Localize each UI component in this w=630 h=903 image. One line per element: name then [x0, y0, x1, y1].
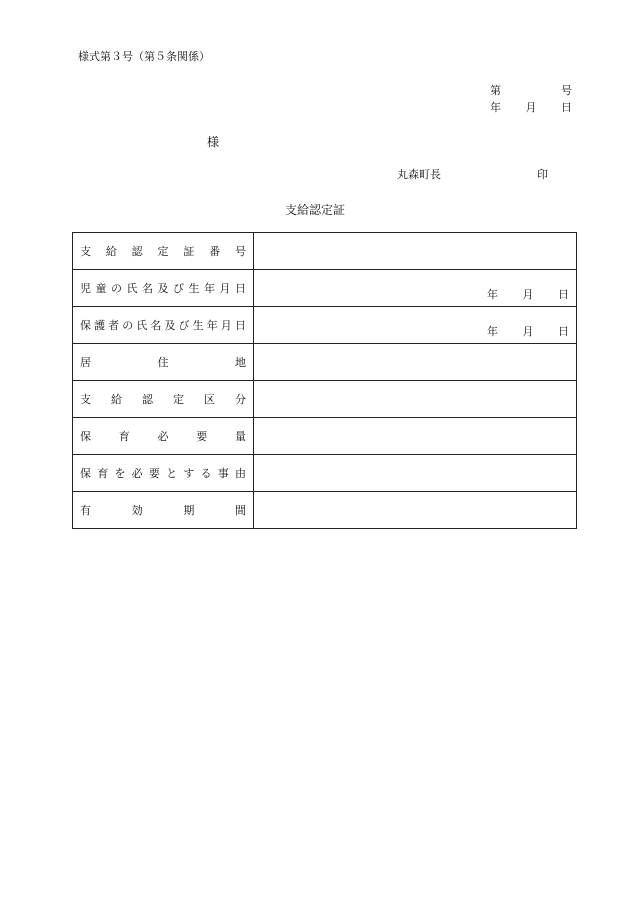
- certificate-table: [72, 232, 577, 529]
- row-label-cell: [73, 307, 254, 344]
- label-char: 給: [105, 245, 117, 258]
- label-char: 児: [80, 282, 91, 295]
- label-char: 者: [108, 319, 120, 332]
- row-value-cell[interactable]: [254, 270, 577, 307]
- issue-date-month: 月: [525, 101, 537, 114]
- label-char: 保: [80, 467, 91, 480]
- label-char: 由: [234, 467, 246, 480]
- row-label-cell: [73, 344, 254, 381]
- row-value-cell[interactable]: [254, 492, 577, 529]
- row-label-cell: [73, 270, 254, 307]
- table-row: [73, 381, 577, 418]
- birth-date-year: 年: [487, 325, 498, 338]
- document-title: 支給認定証: [284, 203, 345, 217]
- label-char: 護: [94, 319, 106, 332]
- birth-date-fields: [487, 286, 569, 302]
- row-value-cell[interactable]: [254, 418, 577, 455]
- birth-date-year: 年: [487, 288, 498, 301]
- label-char: 日: [234, 319, 246, 332]
- number-suffix: 号: [561, 84, 572, 97]
- birth-date-month: 月: [522, 325, 534, 338]
- label-char: 認: [131, 245, 143, 258]
- addressee-suffix: 様: [207, 135, 220, 149]
- label-char: 要: [196, 430, 208, 443]
- label-char: 支: [80, 245, 91, 258]
- label-char: の: [122, 319, 134, 332]
- label-char: 月: [219, 282, 231, 295]
- issue-date-year: 年: [490, 101, 501, 114]
- label-char: 認: [142, 393, 153, 406]
- label-char: 居: [80, 356, 91, 369]
- row-label: [73, 465, 253, 481]
- label-char: 氏: [126, 282, 138, 295]
- label-char: 年: [204, 282, 215, 295]
- label-char: 名: [142, 282, 153, 295]
- label-char: 育: [97, 467, 109, 480]
- row-value-cell[interactable]: [254, 344, 577, 381]
- label-char: 保: [80, 319, 91, 332]
- birth-date-month: 月: [522, 288, 534, 301]
- label-char: 必: [157, 430, 169, 443]
- label-char: 効: [131, 504, 143, 517]
- label-char: を: [114, 467, 126, 480]
- document-number-block: [490, 82, 572, 116]
- label-char: 地: [235, 356, 246, 369]
- row-label: [73, 243, 253, 259]
- row-value-cell[interactable]: [254, 233, 577, 270]
- label-char: び: [178, 319, 190, 332]
- label-char: 年: [206, 319, 218, 332]
- table-row: [73, 344, 577, 381]
- label-char: の: [111, 282, 122, 295]
- table-row: [73, 455, 577, 492]
- table-row: [73, 492, 577, 529]
- label-char: 給: [111, 393, 122, 406]
- label-char: 生: [192, 319, 204, 332]
- label-char: る: [200, 467, 212, 480]
- birth-date-day: 日: [558, 325, 569, 338]
- row-label-cell: [73, 418, 254, 455]
- row-label-cell: [73, 381, 254, 418]
- label-char: 及: [164, 319, 176, 332]
- label-char: 日: [235, 282, 246, 295]
- row-label-cell: [73, 233, 254, 270]
- table-row: [73, 418, 577, 455]
- label-char: 育: [118, 430, 130, 443]
- label-char: 月: [220, 319, 232, 332]
- label-char: 住: [157, 356, 169, 369]
- label-char: 期: [183, 504, 195, 517]
- row-label: [73, 280, 253, 296]
- label-char: 号: [234, 245, 246, 258]
- label-char: 氏: [136, 319, 148, 332]
- label-char: 必: [131, 467, 143, 480]
- row-value-cell[interactable]: [254, 455, 577, 492]
- table-row: [73, 307, 577, 344]
- label-char: び: [173, 282, 184, 295]
- label-char: 要: [148, 467, 160, 480]
- label-char: 事: [217, 467, 229, 480]
- label-char: 生: [188, 282, 200, 295]
- form-number-label: 様式第３号（第５条関係）: [78, 50, 210, 63]
- label-char: 童: [95, 282, 107, 295]
- number-prefix: 第: [490, 84, 501, 97]
- label-char: 量: [235, 430, 246, 443]
- table-row: [73, 270, 577, 307]
- label-char: 定: [173, 393, 184, 406]
- row-value-cell[interactable]: [254, 307, 577, 344]
- label-char: 有: [80, 504, 91, 517]
- birth-date-day: 日: [558, 288, 569, 301]
- label-char: 保: [80, 430, 91, 443]
- row-label: [73, 502, 253, 518]
- label-char: 間: [234, 504, 246, 517]
- document-number-row: [490, 82, 572, 99]
- row-label: [73, 354, 253, 370]
- label-char: 分: [235, 393, 246, 406]
- row-value-cell[interactable]: [254, 381, 577, 418]
- table-row: [73, 233, 577, 270]
- label-char: と: [166, 467, 178, 480]
- label-char: 番: [209, 245, 221, 258]
- label-char: す: [183, 467, 195, 480]
- label-char: 定: [157, 245, 169, 258]
- issue-date-day: 日: [561, 101, 572, 114]
- issue-date-row: [490, 99, 572, 116]
- row-label: [73, 317, 253, 333]
- label-char: 及: [157, 282, 169, 295]
- label-char: 区: [204, 393, 215, 406]
- label-char: 名: [150, 319, 162, 332]
- row-label: [73, 428, 253, 444]
- seal-mark: 印: [537, 168, 548, 181]
- row-label-cell: [73, 455, 254, 492]
- issuer-name: 丸森町長: [397, 168, 441, 181]
- label-char: 証: [183, 245, 195, 258]
- row-label: [73, 391, 253, 407]
- birth-date-fields: [487, 323, 569, 339]
- label-char: 支: [80, 393, 91, 406]
- row-label-cell: [73, 492, 254, 529]
